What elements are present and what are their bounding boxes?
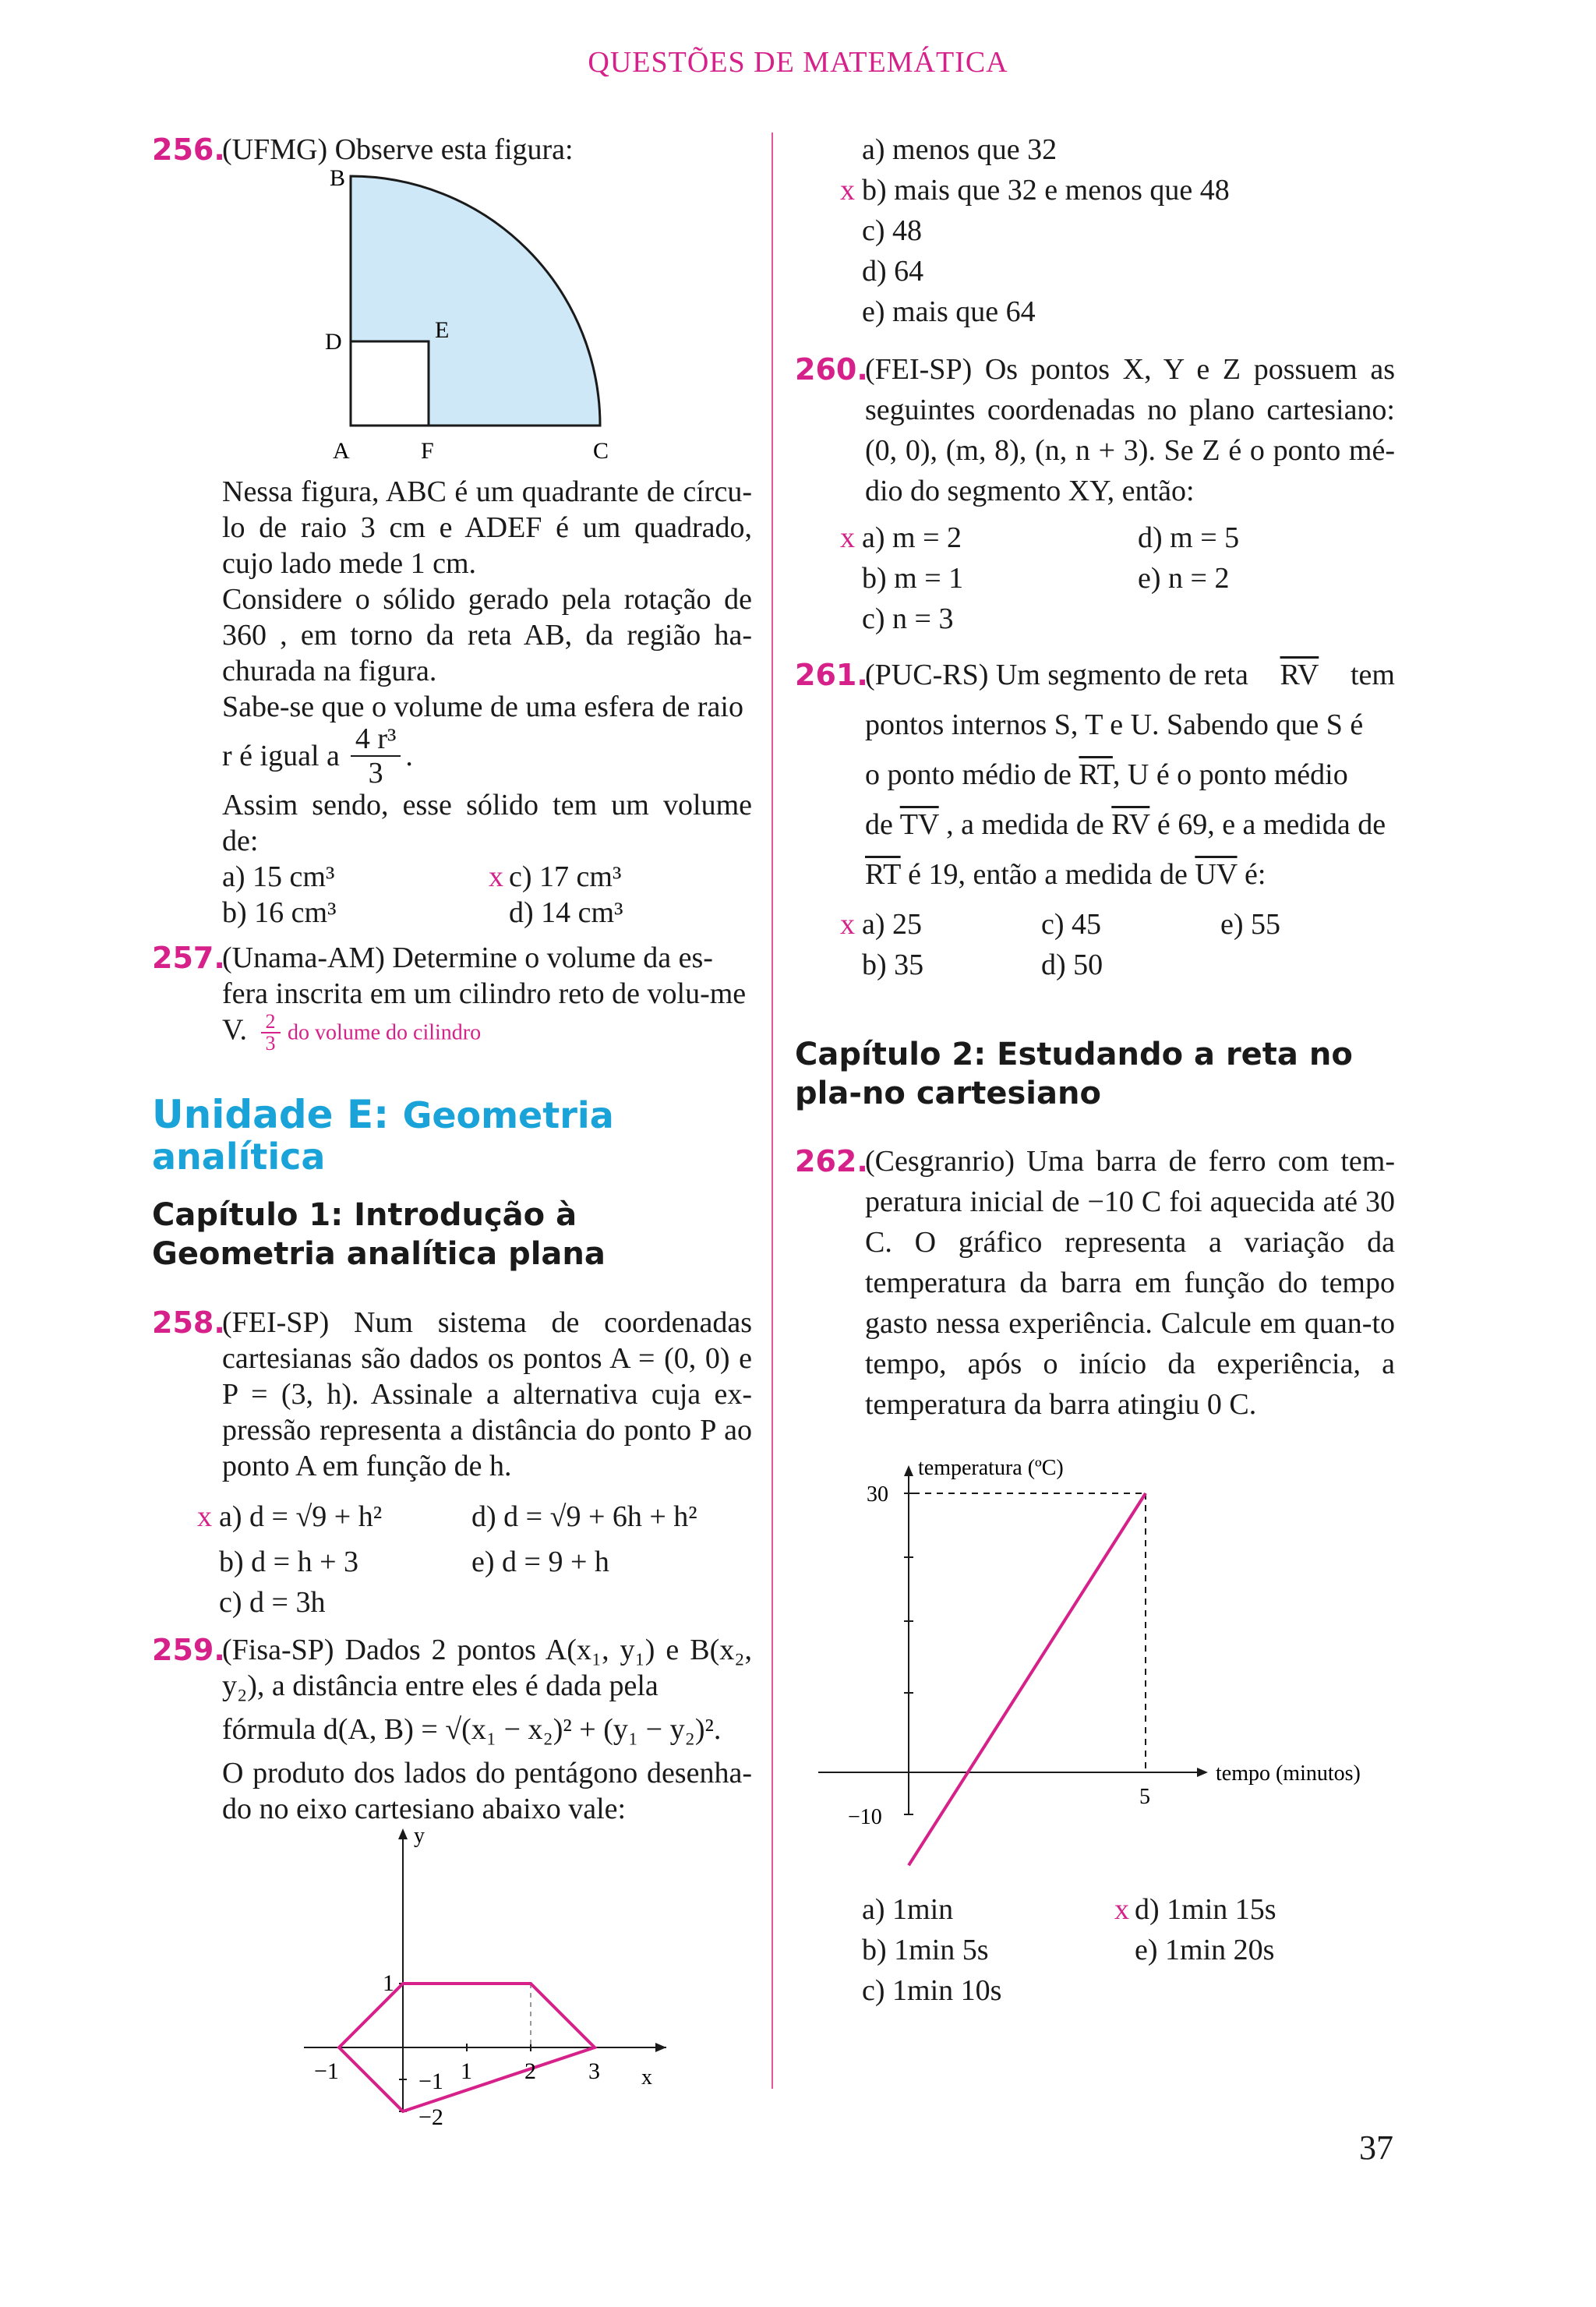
question-262 — [795, 1141, 1395, 1425]
axis-x-label: x — [641, 2065, 652, 2090]
option-e[interactable]: e) d = 9 + h — [471, 1546, 609, 1578]
x-axis-arrow — [1197, 1768, 1208, 1777]
q261-options — [795, 904, 1395, 990]
option-c[interactable]: c) d = 3h — [219, 1586, 326, 1619]
pentagon-graph — [152, 1824, 752, 2130]
page-number: 37 — [1359, 2129, 1393, 2167]
option-a[interactable]: a) 1min — [862, 1893, 954, 1926]
temperature-chart — [795, 1448, 1395, 1885]
axis-y-label: y — [414, 1824, 425, 1848]
answer-mark: x — [840, 174, 855, 207]
q256-paragraph-2: Considere o sólido gerado pela rotação de 360 , em torno da reta AB, da região ha-churada na figura. — [222, 583, 752, 687]
question-260 — [795, 349, 1395, 511]
q258-options — [152, 1496, 752, 1621]
sphere-volume-fraction — [351, 722, 401, 790]
question-number: 260. — [795, 352, 868, 387]
y-axis-title: temperatura (ºC) — [918, 1456, 1064, 1480]
answer-mark: x — [197, 1500, 212, 1533]
q261-line-5: $\overline{RT}$ é 19, então a medida de $\overline{UV}$ é: — [865, 858, 1266, 891]
tick-y-minus1: −1 — [418, 2069, 443, 2094]
segment-uv: $\overline{UV}$ — [1195, 858, 1238, 891]
option-a[interactable]: a) 15 cm³ — [222, 860, 335, 893]
fraction-numerator: 4 r³ — [351, 722, 401, 757]
q256-formula-line: r é igual a $\frac{\text{4 r³}}{3}$ . — [222, 722, 413, 790]
q261-line-1: (PUC-RS) Um segmento de reta $\overline{RV}$ tem — [865, 650, 1395, 700]
answer-mark: x — [840, 908, 855, 941]
option-e[interactable]: e) n = 2 — [1138, 562, 1230, 595]
answer-mark: x — [840, 521, 855, 554]
quadrant-figure — [152, 165, 752, 482]
question-text-2: O produto dos lados do pentágono desenha-do no eixo cartesiano abaixo vale: — [222, 1757, 752, 1825]
column-divider — [772, 132, 773, 2089]
segment-rt: $\overline{RT}$ — [1079, 758, 1113, 791]
label-f: F — [421, 438, 434, 464]
q256-options — [222, 859, 752, 934]
question-258 — [152, 1305, 752, 1484]
unit-name: Geometria analítica — [152, 1094, 614, 1178]
question-number: 256. — [152, 132, 225, 167]
q256-formula-prefix: r é igual a — [222, 740, 340, 772]
tick-x-1: 1 — [461, 2058, 472, 2084]
series-line — [909, 1493, 1146, 1865]
question-261 — [795, 650, 1395, 899]
option-b[interactable]: b) 35 — [862, 949, 924, 981]
question-intro: (UFMG) Observe esta figura: — [222, 133, 574, 166]
square-adef — [351, 341, 429, 426]
question-text: (FEI-SP) Num sistema de coordenadas cartesianas são dados os pontos A = (0, 0) e P = (3, h). Assinale a alternativa cuja ex-pressão representa a distância do ponto P ao ponto A em função de h. — [222, 1306, 752, 1482]
answer-numerator: 2 — [261, 1012, 281, 1033]
question-number: 259. — [152, 1633, 225, 1667]
tick-y-minus2: −2 — [418, 2104, 443, 2130]
right-column — [795, 129, 1395, 2014]
option-d[interactable]: d) m = 5 — [1138, 521, 1240, 554]
segment-rv-2: $\overline{RV}$ — [1111, 808, 1150, 841]
segment-rt-2: $\overline{RT}$ — [865, 858, 901, 891]
question-257 — [152, 940, 752, 1054]
question-text: (FEI-SP) Os pontos X, Y e Z possuem as seguintes coordenadas no plano cartesiano: (0, 0), (m, 8), (n, n + 3). Se Z é o ponto mé-dio do segmento XY, então: — [865, 353, 1395, 507]
answer-denominator: 3 — [265, 1032, 276, 1055]
q256-paragraph-3: Sabe-se que o volume de uma esfera de raio — [222, 691, 743, 723]
label-c: C — [593, 438, 609, 464]
distance-formula: fórmula d(A, B) = √(x₁ − x₂)² + (y₁ − y₂)². — [222, 1713, 722, 1746]
x-axis-title: tempo (minutos) — [1216, 1761, 1361, 1786]
option-a[interactable]: a) m = 2 — [862, 521, 962, 554]
q256-paragraph-1: Nessa figura, ABC é um quadrante de círcu-lo de raio 3 cm e ADEF é um quadrado, cujo lado mede 1 cm. — [222, 475, 752, 580]
answer-mark: x — [1114, 1893, 1129, 1926]
question-259 — [152, 1632, 752, 1827]
question-text-1: (Fisa-SP) Dados 2 pontos A(x₁, y₁) e B(x₂, y₂), a distância entre eles é dada pela — [222, 1634, 752, 1702]
option-d[interactable]: d) 64 — [862, 255, 924, 288]
option-b[interactable]: b) 16 cm³ — [222, 896, 337, 929]
x-tick-5: 5 — [1139, 1785, 1150, 1809]
option-c[interactable]: c) 48 — [862, 214, 923, 247]
label-d: D — [325, 329, 342, 355]
label-e: E — [435, 317, 450, 343]
answer-fraction — [261, 1012, 281, 1054]
y-tick-minus10: −10 — [848, 1805, 882, 1829]
option-b[interactable]: b) 1min 5s — [862, 1934, 989, 1966]
option-c[interactable]: c) 17 cm³ — [509, 860, 622, 893]
y-tick-30: 30 — [867, 1482, 888, 1507]
option-d[interactable]: d) 1min 15s — [1135, 1893, 1276, 1926]
q261-line-3: o ponto médio de $\overline{RT}$, U é o ponto médio — [865, 758, 1348, 791]
q260-options — [795, 518, 1395, 642]
option-a[interactable]: a) menos que 32 — [862, 133, 1058, 166]
option-c[interactable]: c) 1min 10s — [862, 1974, 1002, 2007]
q262-options — [795, 1889, 1395, 2014]
question-256 — [152, 129, 752, 170]
tick-y-1: 1 — [383, 1970, 394, 1996]
segment-tv: $\overline{TV}$ — [899, 808, 939, 841]
option-a[interactable]: a) 25 — [862, 908, 923, 941]
option-b[interactable]: b) d = h + 3 — [219, 1546, 359, 1578]
question-text: (Cesgranrio) Uma barra de ferro com tem-peratura inicial de −10 C foi aquecida até 30 C. O gráfico representa a variação da temperatura da barra em função do tempo gasto nessa experiência. Calcule em quan-to tempo, após o início da experiência, a temperatura da barra atingiu 0 C. — [865, 1145, 1395, 1421]
question-number: 258. — [152, 1305, 225, 1340]
question-number: 261. — [795, 658, 868, 692]
q261-line-4: de $\overline{TV}$ , a medida de $\overline{RV}$ é 69, e a medida de — [865, 808, 1386, 841]
unit-prefix: Unidade E: — [152, 1092, 390, 1137]
label-b: B — [330, 165, 346, 191]
option-c[interactable]: c) n = 3 — [862, 602, 954, 635]
q261-line-2: pontos internos S, T e U. Sabendo que S é — [865, 708, 1364, 741]
option-b[interactable]: b) mais que 32 e menos que 48 — [862, 174, 1230, 207]
left-column — [152, 129, 752, 2130]
option-c[interactable]: c) 45 — [1041, 908, 1102, 941]
answer-note: do volume do cilindro — [288, 1020, 482, 1045]
segment-rv: $\overline{RV}$ — [1280, 659, 1319, 691]
question-number: 257. — [152, 941, 225, 975]
unit-title — [152, 1094, 752, 1177]
tick-x-2: 2 — [524, 2058, 536, 2084]
q259-options — [795, 129, 1395, 340]
option-d[interactable]: d) 14 cm³ — [509, 896, 623, 929]
option-b[interactable]: b) m = 1 — [862, 562, 964, 595]
tick-x-minus1: −1 — [314, 2058, 339, 2084]
option-e[interactable]: e) 1min 20s — [1135, 1934, 1275, 1966]
fraction-denominator: 3 — [368, 757, 383, 790]
question-text: (Unama-AM) Determine o volume da es-fera inscrita em um cilindro reto de volu-me V. — [222, 942, 747, 1047]
chapter-2-title: Capítulo 2: Estudando a reta no pla-no cartesiano — [795, 1037, 1353, 1111]
option-e[interactable]: e) mais que 64 — [862, 295, 1036, 328]
question-number: 262. — [795, 1144, 868, 1178]
option-a[interactable]: a) d = √9 + h² — [219, 1500, 383, 1533]
answer-mark: x — [489, 860, 503, 893]
chapter-1-title: Capítulo 1: Introdução à Geometria analítica plana — [152, 1197, 606, 1272]
y-axis-arrow — [904, 1465, 913, 1476]
option-e[interactable]: e) 55 — [1220, 908, 1281, 941]
page-header: QUESTÕES DE MATEMÁTICA — [588, 46, 1008, 79]
tick-x-3: 3 — [588, 2058, 600, 2084]
q256-paragraph-4: Assim sendo, esse sólido tem um volume de: — [222, 789, 752, 857]
label-a: A — [333, 438, 350, 464]
option-d[interactable]: d) 50 — [1041, 949, 1103, 981]
option-d[interactable]: d) d = √9 + 6h + h² — [471, 1500, 697, 1533]
